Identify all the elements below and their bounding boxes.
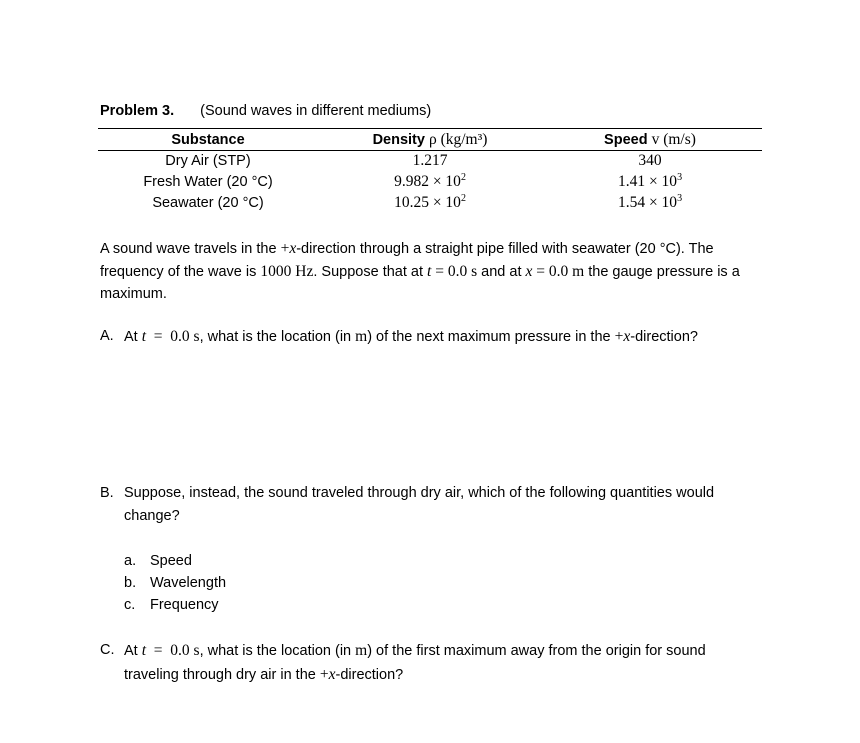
row-fresh-water-density <box>330 172 530 192</box>
header-density-unit: ρ (kg/m³) <box>428 131 488 148</box>
qc-math-direction: +x <box>319 666 336 683</box>
intro-math-direction: +x <box>280 240 297 257</box>
header-density-label: Density <box>372 132 429 148</box>
qc-text-4: -direction? <box>335 667 404 683</box>
row-dry-air-substance: Dry Air (STP) <box>165 153 251 169</box>
header-speed <box>552 130 748 150</box>
question-b-label: B. <box>100 485 114 501</box>
qa-text-3: ) of the next maximum pressure in the <box>367 329 615 345</box>
qc-math-unit: m <box>355 642 368 659</box>
qa-text-1: At <box>124 329 142 345</box>
problem-label: Problem 3. <box>100 103 175 119</box>
option-wavelength <box>124 572 226 594</box>
header-speed-unit: v (m/s) <box>651 131 696 148</box>
header-density <box>330 130 530 150</box>
intro-text-3: . Suppose that at <box>313 263 428 280</box>
qc-text-2: , what is the location (in <box>199 643 356 659</box>
fresh-water-speed-exp: 3 <box>677 171 683 183</box>
seawater-speed-exp: 3 <box>677 192 683 204</box>
question-a-label: A. <box>100 328 114 344</box>
intro-text-4: and at <box>477 263 526 280</box>
option-letter: b. <box>124 575 137 591</box>
fresh-water-density-exp: 2 <box>460 171 466 183</box>
qa-math-time: t = 0.0 s <box>141 328 200 345</box>
qc-text-1: At <box>124 643 142 659</box>
row-fresh-water-speed <box>552 172 748 192</box>
intro-text-2: -direction through a straight pipe filled with seawater (20 °C). The frequency of the wave is <box>100 241 714 280</box>
question-b <box>100 482 760 528</box>
qa-math-direction: +x <box>614 328 631 345</box>
option-text: Frequency <box>150 597 219 613</box>
option-speed <box>124 550 226 572</box>
question-b-text: Suppose, instead, the sound traveled through dry air, which of the following quantities would change? <box>124 485 715 524</box>
seawater-density-exp: 2 <box>460 192 466 204</box>
row-seawater-speed <box>552 193 748 213</box>
header-substance: Substance <box>171 132 245 148</box>
row-seawater-substance: Seawater (20 °C) <box>152 195 264 211</box>
problem-statement <box>100 238 760 306</box>
header-speed-label: Speed <box>604 132 652 148</box>
table-top-rule <box>98 128 762 129</box>
row-dry-air-speed: 340 <box>638 152 662 169</box>
question-c-label: C. <box>100 642 115 658</box>
option-frequency <box>124 594 226 616</box>
problem-header <box>100 101 431 121</box>
question-c <box>100 639 760 687</box>
row-dry-air-density: 1.217 <box>412 152 448 169</box>
fresh-water-density-base: 9.982 × 10 <box>394 173 461 190</box>
intro-math-time: t = 0.0 s <box>427 262 478 280</box>
qc-text-3: ) of the first maximum away from the origin for sound traveling through dry air in the <box>124 643 706 683</box>
qc-math-time: t = 0.0 s <box>141 642 200 659</box>
question-a <box>100 325 760 349</box>
option-text: Speed <box>150 553 192 569</box>
question-a-text <box>124 325 760 349</box>
qa-text-4: -direction? <box>630 329 698 345</box>
question-c-text <box>124 639 760 687</box>
option-letter: c. <box>124 597 136 613</box>
row-seawater-density <box>330 193 530 213</box>
seawater-density-base: 10.25 × 10 <box>394 194 461 211</box>
fresh-water-speed-base: 1.41 × 10 <box>617 173 678 190</box>
option-letter: a. <box>124 553 137 569</box>
intro-math-frequency: 1000 Hz <box>260 262 314 280</box>
seawater-speed-base: 1.54 × 10 <box>617 194 678 211</box>
option-text: Wavelength <box>150 575 227 591</box>
qa-text-2: , what is the location (in <box>199 329 356 345</box>
problem-topic: (Sound waves in different mediums) <box>200 103 432 119</box>
row-fresh-water-substance: Fresh Water (20 °C) <box>143 174 273 190</box>
intro-text-5: the gauge pressure is a maximum. <box>100 263 740 302</box>
qa-math-unit: m <box>355 328 368 345</box>
intro-math-position: x = 0.0 m <box>525 262 585 280</box>
options-list <box>124 550 226 616</box>
intro-text-1: A sound wave travels in the <box>100 241 281 257</box>
